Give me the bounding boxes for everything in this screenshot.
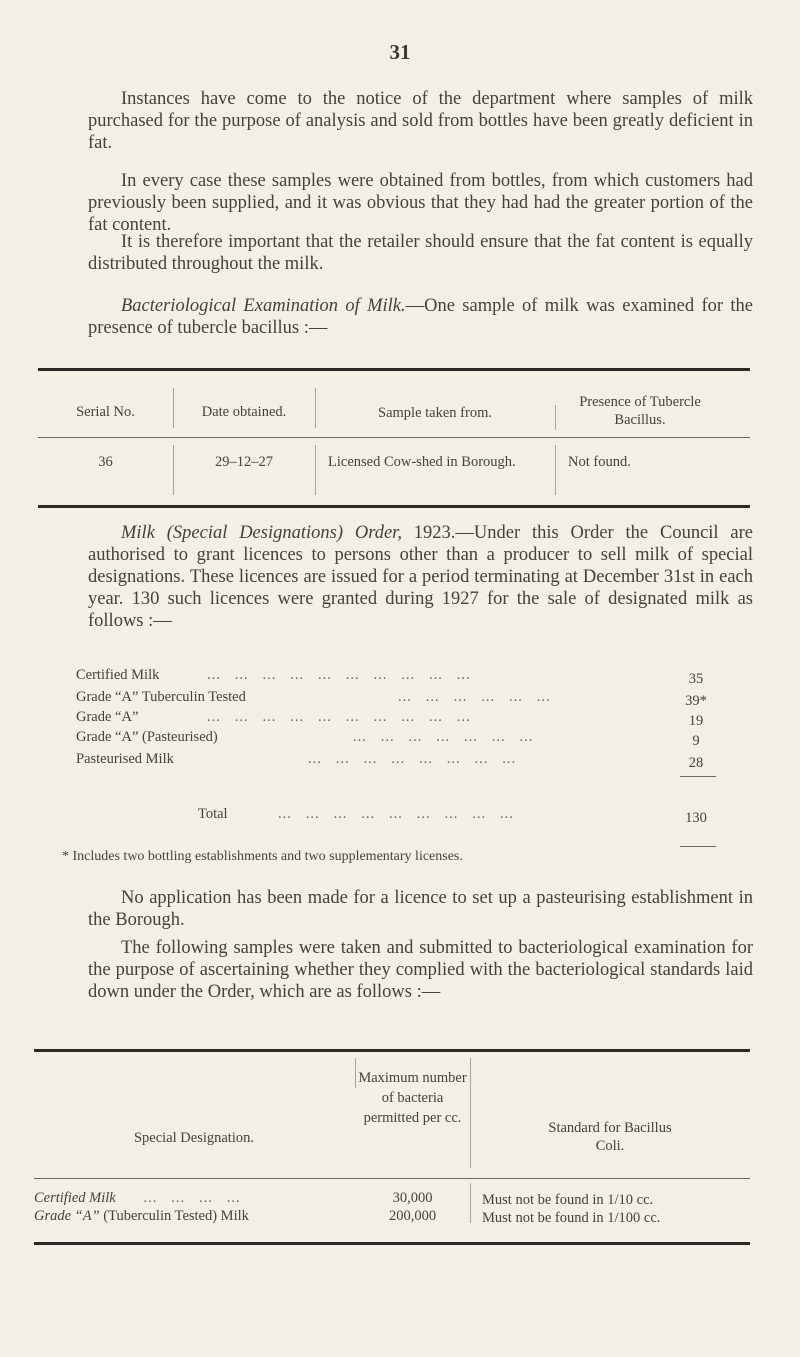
paragraph-bacteriological <box>88 295 753 339</box>
licence-label: Grade “A” <box>76 709 139 725</box>
paragraph-retailer: It is therefore important that the retailer should ensure that the fat content is equally distributed throughout the milk. <box>88 232 753 274</box>
page-number: 31 <box>389 40 411 64</box>
paragraph-special-designations <box>88 522 753 632</box>
header-special-designation: Special Designation. <box>133 1130 254 1146</box>
total-row: Total ... ... ... ... ... ... ... ... ... 130 <box>76 806 716 824</box>
licence-count: 19 <box>688 713 704 729</box>
paragraph-bottles: In every case these samples were obtained from bottles, from which customers had previously been supplied, and it was obvious that they had had the greater portion of the fat content. <box>88 171 753 235</box>
table-row: Certified Milk ... ... ... ... <box>34 1190 241 1206</box>
bacteriological-text: —One sample of milk was examined for the presence of tubercle bacillus :— <box>88 296 753 338</box>
paragraph-no-application: No application has been made for a licence to set up a pasteurising establishment in the Borough. <box>88 888 753 930</box>
total-label: Total <box>198 806 228 822</box>
standard-certified: Must not be found in 1/10 cc. <box>482 1192 654 1208</box>
list-item: Pasteurised Milk ... ... ... ... ... ... ... ... 28 <box>76 751 716 769</box>
table2-bottom-rule <box>34 1242 750 1245</box>
table2-top-rule <box>34 1049 750 1052</box>
max-bacteria-grade-a: 200,000 <box>388 1208 437 1224</box>
table-row: Grade “A” (Tuberculin Tested) Milk <box>34 1208 249 1224</box>
table1-top-rule <box>38 368 750 371</box>
licence-label: Grade “A” Tuberculin Tested <box>76 689 246 705</box>
licence-count: 9 <box>692 733 700 749</box>
licence-count: 39* <box>685 693 707 709</box>
header-serial-no: Serial No. <box>76 404 135 420</box>
table1-header-rule <box>38 437 750 438</box>
list-item: Grade “A” (Pasteurised) ... ... ... ... ... ... ... 9 <box>76 729 716 747</box>
paragraph-fat-deficiency: Instances have come to the notice of the department where samples of milk purchased for the purpose of analysis and sold from bottles have been greatly deficient in fat. <box>88 89 753 153</box>
standard-grade-a: Must not be found in 1/100 cc. <box>482 1210 661 1226</box>
licence-count: 35 <box>688 671 704 687</box>
paragraph-samples: The following samples were taken and submitted to bacteriological examination for the purpose of ascertaining whether they complied with the bacteriological standards laid down under the Order, which are as follows :— <box>88 938 753 1002</box>
list-item: Grade “A” ... ... ... ... ... ... ... ... ... ... 19 <box>76 709 716 727</box>
total-rule <box>680 776 716 777</box>
header-sample-taken-from: Sample taken from. <box>378 405 492 421</box>
licence-label: Grade “A” (Pasteurised) <box>76 729 218 745</box>
header-tubercle-bacillus: Presence of Tubercle Bacillus. <box>579 394 701 428</box>
designation-certified: Certified Milk <box>34 1190 116 1206</box>
list-item: Certified Milk ... ... ... ... ... ... ... ... ... ... 35 <box>76 667 716 685</box>
cell-tubercle-presence: Not found. <box>568 454 631 470</box>
list-item: Grade “A” Tuberculin Tested ... ... ... ... ... ... 39* <box>76 689 716 707</box>
cell-date-obtained: 29–12–27 <box>215 454 273 470</box>
header-date-obtained: Date obtained. <box>201 404 287 420</box>
designation-grade-a: Grade “A” <box>34 1208 100 1224</box>
order-text: 1923.—Under this Order the Council are authorised to grant licences to persons other than a producer to sell milk of special designations. These licences are issued for a period terminating at December 31st in each year. 130 such licences were granted during 1927 for the sale of designated milk as follows :— <box>88 523 753 631</box>
max-bacteria-certified: 30,000 <box>392 1190 433 1206</box>
bacteriological-heading: Bacteriological Examination of Milk. <box>121 296 406 316</box>
cell-sample-taken-from: Licensed Cow-shed in Borough. <box>328 454 516 470</box>
licence-label: Pasteurised Milk <box>76 751 174 767</box>
cell-serial-no: 36 <box>98 454 113 470</box>
total-value: 130 <box>685 810 707 826</box>
header-bacillus-coli: Standard for Bacillus Coli. <box>548 1120 672 1154</box>
order-heading: Milk (Special Designations) Order, <box>121 523 402 543</box>
table1-bottom-rule <box>38 505 750 508</box>
header-maximum-bacteria: Maximum number of bacteria permitted per cc. <box>358 1070 467 1126</box>
licence-count: 28 <box>688 755 704 771</box>
footnote: * Includes two bottling establishments and two supplementary licenses. <box>62 849 463 864</box>
licence-label: Certified Milk <box>76 667 160 683</box>
table2-header-rule <box>34 1178 750 1179</box>
